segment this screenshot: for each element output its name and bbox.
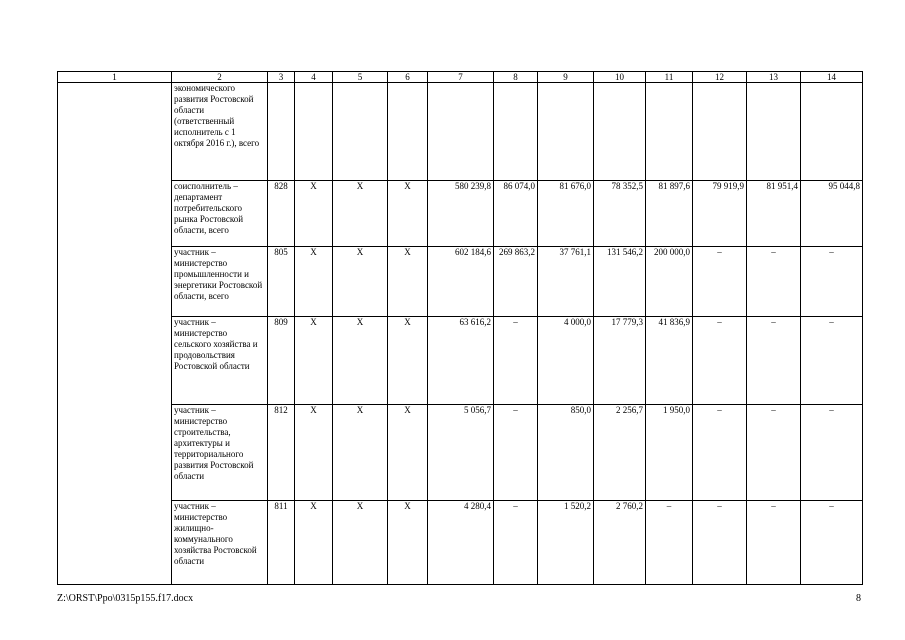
column-header: 3 (268, 72, 295, 83)
row-name: участник – министерство строительства, архитектуры и территориального развития Ростовской области (172, 405, 268, 501)
table-cell: – (494, 317, 538, 405)
table-cell (268, 83, 295, 181)
table-cell: X (333, 247, 388, 317)
row-name: участник – министерство жилищно-коммунального хозяйства Ростовской области (172, 501, 268, 585)
table-cell: – (693, 247, 747, 317)
table-cell (693, 83, 747, 181)
table-cell: 805 (268, 247, 295, 317)
table-cell: 79 919,9 (693, 181, 747, 247)
column-header: 1 (58, 72, 172, 83)
table-cell: 78 352,5 (594, 181, 646, 247)
table-cell (494, 83, 538, 181)
row-name: экономического развития Ростовской области (ответственный исполнитель с 1 октября 2016 г.), всего (172, 83, 268, 181)
table-cell (801, 83, 863, 181)
table-cell: X (388, 317, 428, 405)
table-cell: 2 760,2 (594, 501, 646, 585)
budget-table (57, 71, 863, 585)
table-cell: 2 256,7 (594, 405, 646, 501)
column-header: 6 (388, 72, 428, 83)
table-cell: – (801, 405, 863, 501)
table-cell (333, 83, 388, 181)
table-row (58, 181, 863, 247)
table-cell: – (693, 317, 747, 405)
file-path: Z:\ORST\Ppo\0315p155.f17.docx (57, 593, 194, 604)
header-row (58, 72, 863, 83)
table-cell: 63 616,2 (428, 317, 494, 405)
row-name: участник – министерство промышленности и энергетики Ростовской области, всего (172, 247, 268, 317)
table-cell: – (693, 405, 747, 501)
column-header: 14 (801, 72, 863, 83)
table-cell: X (388, 181, 428, 247)
table-cell: 41 836,9 (646, 317, 693, 405)
table-cell: 269 863,2 (494, 247, 538, 317)
table-cell: 811 (268, 501, 295, 585)
table-cell: 1 950,0 (646, 405, 693, 501)
table-cell: X (333, 501, 388, 585)
column-header: 12 (693, 72, 747, 83)
table-cell: 200 000,0 (646, 247, 693, 317)
table-cell: 37 761,1 (538, 247, 594, 317)
table-cell (538, 83, 594, 181)
table-cell: – (494, 405, 538, 501)
table-cell (388, 83, 428, 181)
table-cell: – (747, 317, 801, 405)
table-cell: – (693, 501, 747, 585)
table-cell: 4 280,4 (428, 501, 494, 585)
table-cell: 17 779,3 (594, 317, 646, 405)
table-cell: – (646, 501, 693, 585)
column-header: 7 (428, 72, 494, 83)
table-cell: – (801, 317, 863, 405)
page-number: 8 (856, 593, 861, 604)
table-cell: X (295, 317, 333, 405)
column-header: 2 (172, 72, 268, 83)
table-cell: X (295, 247, 333, 317)
table-cell (428, 83, 494, 181)
table-cell: X (295, 181, 333, 247)
table-cell: 602 184,6 (428, 247, 494, 317)
table-row (58, 83, 863, 181)
table-cell: X (388, 247, 428, 317)
table-row (58, 405, 863, 501)
merged-cell (58, 83, 172, 585)
column-header: 11 (646, 72, 693, 83)
table-cell: 850,0 (538, 405, 594, 501)
table-cell: 828 (268, 181, 295, 247)
table-row (58, 247, 863, 317)
table-cell: 5 056,7 (428, 405, 494, 501)
table-cell: X (295, 501, 333, 585)
table-cell: 81 951,4 (747, 181, 801, 247)
table-cell: – (747, 405, 801, 501)
column-header: 9 (538, 72, 594, 83)
table-cell: 81 897,6 (646, 181, 693, 247)
table-cell: – (494, 501, 538, 585)
table-cell: X (333, 317, 388, 405)
column-header: 8 (494, 72, 538, 83)
table-cell: 81 676,0 (538, 181, 594, 247)
table-cell: 812 (268, 405, 295, 501)
table-cell: – (801, 247, 863, 317)
table-cell: X (295, 405, 333, 501)
table-cell: – (747, 501, 801, 585)
table-cell: 131 546,2 (594, 247, 646, 317)
table-cell: – (747, 247, 801, 317)
table-cell: X (388, 405, 428, 501)
table-cell: X (333, 181, 388, 247)
table-cell: 809 (268, 317, 295, 405)
table-cell: 86 074,0 (494, 181, 538, 247)
table-row (58, 501, 863, 585)
column-header: 10 (594, 72, 646, 83)
table-cell: X (388, 501, 428, 585)
table-cell: X (333, 405, 388, 501)
row-name: соисполнитель – департамент потребительского рынка Ростовской области, всего (172, 181, 268, 247)
column-header: 13 (747, 72, 801, 83)
table-cell (747, 83, 801, 181)
table-cell: 1 520,2 (538, 501, 594, 585)
column-header: 4 (295, 72, 333, 83)
table-cell: – (801, 501, 863, 585)
table-cell (646, 83, 693, 181)
table-cell (594, 83, 646, 181)
table-row (58, 317, 863, 405)
table-cell (295, 83, 333, 181)
row-name: участник – министерство сельского хозяйства и продовольствия Ростовской области (172, 317, 268, 405)
table-cell: 4 000,0 (538, 317, 594, 405)
column-header: 5 (333, 72, 388, 83)
table-cell: 580 239,8 (428, 181, 494, 247)
table-cell: 95 044,8 (801, 181, 863, 247)
